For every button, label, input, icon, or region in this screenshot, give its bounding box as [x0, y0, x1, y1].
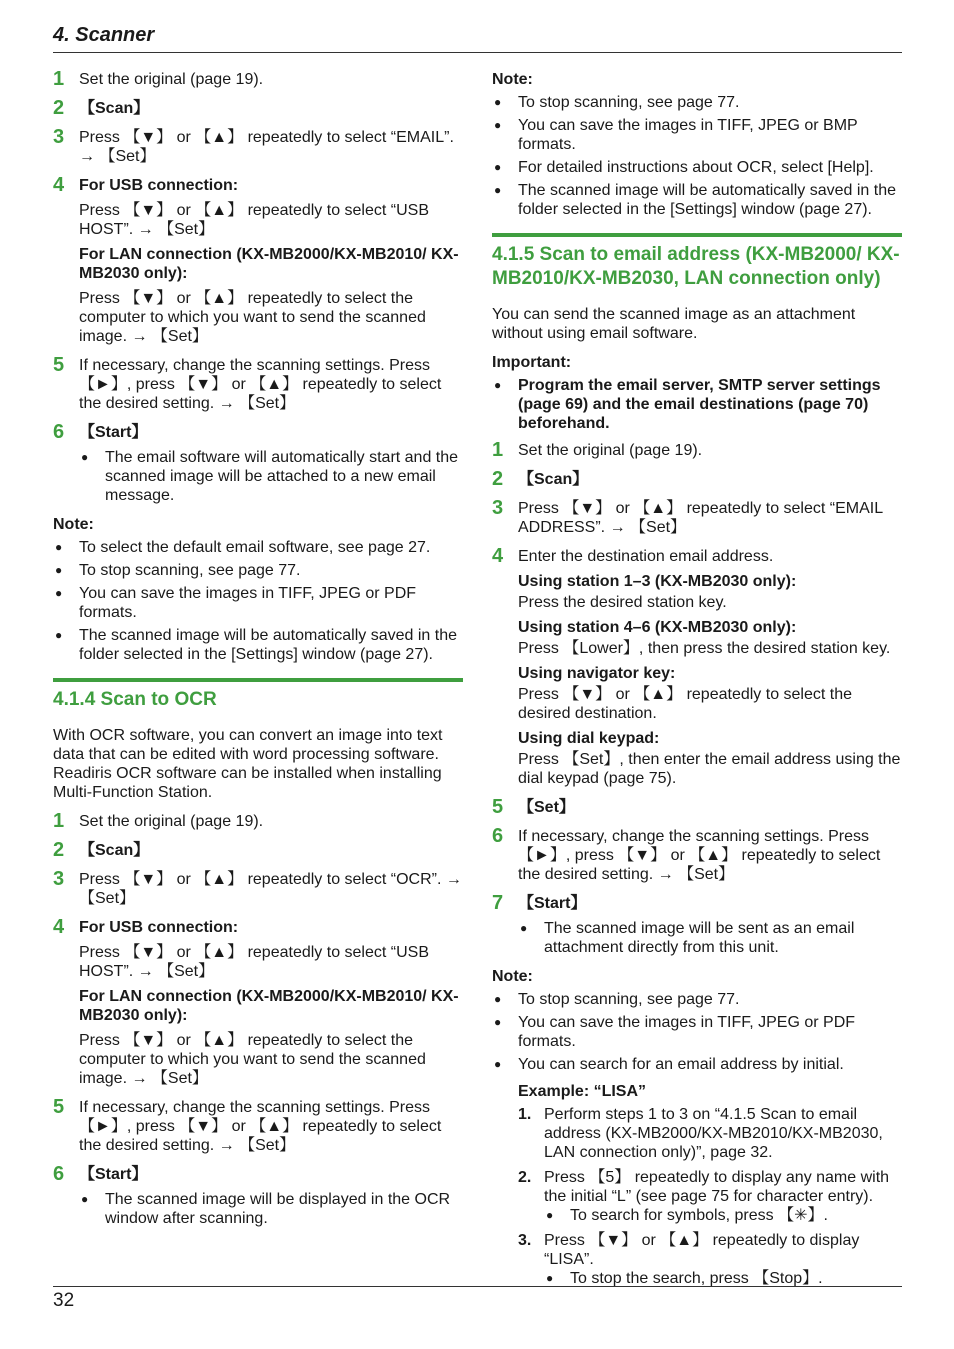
note-list	[492, 990, 902, 1074]
list-item: ● To stop scanning, see page 77.	[53, 561, 463, 580]
step: 2 【Scan】	[53, 839, 150, 861]
list-item: ● You can save the images in TIFF, JPEG or BMP formats.	[492, 116, 902, 154]
step: 2 【Scan】	[492, 468, 589, 490]
example-label: Example: “LISA”	[518, 1083, 647, 1100]
list-item: ● To stop scanning, see page 77.	[492, 93, 902, 112]
important-label: Important:	[492, 354, 572, 371]
step: 3 Press 【▼】 or 【▲】 repeatedly to select “EMAIL”. → 【Set】	[53, 126, 454, 165]
list-item: ● You can save the images in TIFF, JPEG or PDF formats.	[492, 1013, 902, 1051]
list-item: ● The scanned image will be automatically saved in the folder selected in the [Settings] window (page 27).	[53, 626, 463, 664]
important-list	[492, 376, 902, 433]
step: 6 【Start】 ● The email software will automatically start and the scanned image will be attached to a new email message.	[53, 423, 463, 505]
list-item: ● To stop scanning, see page 77.	[492, 990, 902, 1009]
list-item: ● The scanned image will be displayed in the OCR window after scanning.	[79, 1190, 463, 1228]
note-label: Note:	[492, 968, 533, 985]
step: 3 Press 【▼】 or 【▲】 repeatedly to select “OCR”. → 【Set】	[53, 868, 462, 907]
list-item: 3. Press 【▼】 or 【▲】 repeatedly to display “LISA”. ● To stop the search, press 【Stop】.	[518, 1231, 902, 1288]
note-list	[53, 538, 463, 664]
step: 1 Set the original (page 19).	[53, 810, 264, 832]
right-column	[492, 70, 902, 1294]
step: 1 Set the original (page 19).	[53, 68, 264, 90]
step: 5 If necessary, change the scanning settings. Press 【►】, press 【▼】 or 【▲】 repeatedly to select the desired setting. → 【Set】	[53, 354, 442, 412]
list-item: 1. Perform steps 1 to 3 on “4.1.5 Scan to email address (KX-MB2000/KX-MB2010/KX-MB2030, LAN connection only)”, page 32.	[518, 1106, 883, 1161]
list-item: ● To search for symbols, press 【✳】.	[544, 1206, 902, 1225]
step: 1 Set the original (page 19).	[492, 439, 703, 461]
list-item: ● Program the email server, SMTP server settings (page 69) and the email destinations (page 70) beforehand.	[492, 376, 902, 433]
list-item: ● To select the default email software, see page 27.	[53, 538, 463, 557]
note-label: Note:	[53, 516, 94, 533]
example-list	[518, 1105, 902, 1288]
note-list	[492, 93, 902, 219]
list-item: 2. Press 【5】 repeatedly to display any name with the initial “L” (see page 75 for character entry). ● To search for symbols, press 【✳】.	[518, 1168, 902, 1225]
chapter-title: 4. Scanner	[53, 24, 155, 46]
page-footer	[53, 1286, 902, 1313]
section-heading	[53, 678, 463, 712]
note-label: Note:	[492, 71, 533, 88]
page-number: 32	[53, 1290, 75, 1311]
left-column	[53, 70, 463, 1238]
list-item: ● You can search for an email address by initial.	[492, 1055, 902, 1074]
list-item: ● For detailed instructions about OCR, select [Help].	[492, 158, 902, 177]
list-item: ● The scanned image will be sent as an email attachment directly from this unit.	[518, 919, 902, 957]
section-heading	[492, 233, 902, 291]
example-block	[518, 1082, 902, 1288]
step: 4 For USB connection: Press 【▼】 or 【▲】 repeatedly to select “USB HOST”. → 【Set】 For LAN connection (KX-MB2000/KX-MB2010/ KX-MB2030 only): Press 【▼】 or 【▲】 repeatedly to select the computer to which you want to send the scanned image. → 【Set】	[53, 916, 459, 1087]
step: 6 If necessary, change the scanning settings. Press 【►】, press 【▼】 or 【▲】 repeatedly to select the desired setting. → 【Set】	[492, 825, 881, 883]
step: 4 Enter the destination email address. Using station 1–3 (KX-MB2030 only): Press the desired station key. Using station 4–6 (KX-MB2030 only): Press 【Lower】, then press the desired station key. Using navigator key: Press 【▼】 or 【▲】 repeatedly to select the desired destination. Using dial keypad: Press 【Set】, then enter the email address using the dial keypad (page 75).	[492, 545, 901, 787]
list-item: ● The email software will automatically start and the scanned image will be attached to a new email message.	[79, 448, 463, 505]
section-title: 4.1.5 Scan to email address (KX-MB2000/ KX-MB2010/KX-MB2030, LAN connection only)	[492, 244, 900, 289]
section-title: 4.1.4 Scan to OCR	[53, 689, 217, 710]
email-steps	[53, 70, 463, 505]
page-header	[53, 22, 902, 53]
section-intro: With OCR software, you can convert an image into text data that can be edited with word processing software. Readiris OCR software can be installed when installing Multi-Function Station.	[53, 727, 443, 801]
step: 5 If necessary, change the scanning settings. Press 【►】, press 【▼】 or 【▲】 repeatedly to select the desired setting. → 【Set】	[53, 1096, 442, 1154]
list-item: ● To stop the search, press 【Stop】.	[544, 1269, 902, 1288]
step: 4 For USB connection: Press 【▼】 or 【▲】 repeatedly to select “USB HOST”. → 【Set】 For LAN connection (KX-MB2000/KX-MB2010/ KX-MB2030 only): Press 【▼】 or 【▲】 repeatedly to select the computer to which you want to send the scanned image. → 【Set】	[53, 174, 459, 345]
ocr-steps	[53, 812, 463, 1228]
step: 5 【Set】	[492, 796, 575, 818]
list-item: ● You can save the images in TIFF, JPEG or PDF formats.	[53, 584, 463, 622]
email-address-steps	[492, 441, 902, 957]
step: 7 【Start】 ● The scanned image will be sent as an email attachment directly from this unit.	[492, 894, 902, 957]
step: 6 【Start】 ● The scanned image will be displayed in the OCR window after scanning.	[53, 1165, 463, 1228]
list-item: ● The scanned image will be automatically saved in the folder selected in the [Settings] window (page 27).	[492, 181, 902, 219]
section-intro: You can send the scanned image as an attachment without using email software.	[492, 306, 856, 342]
step: 3 Press 【▼】 or 【▲】 repeatedly to select “EMAIL ADDRESS”. → 【Set】	[492, 497, 883, 536]
step: 2 【Scan】	[53, 97, 150, 119]
